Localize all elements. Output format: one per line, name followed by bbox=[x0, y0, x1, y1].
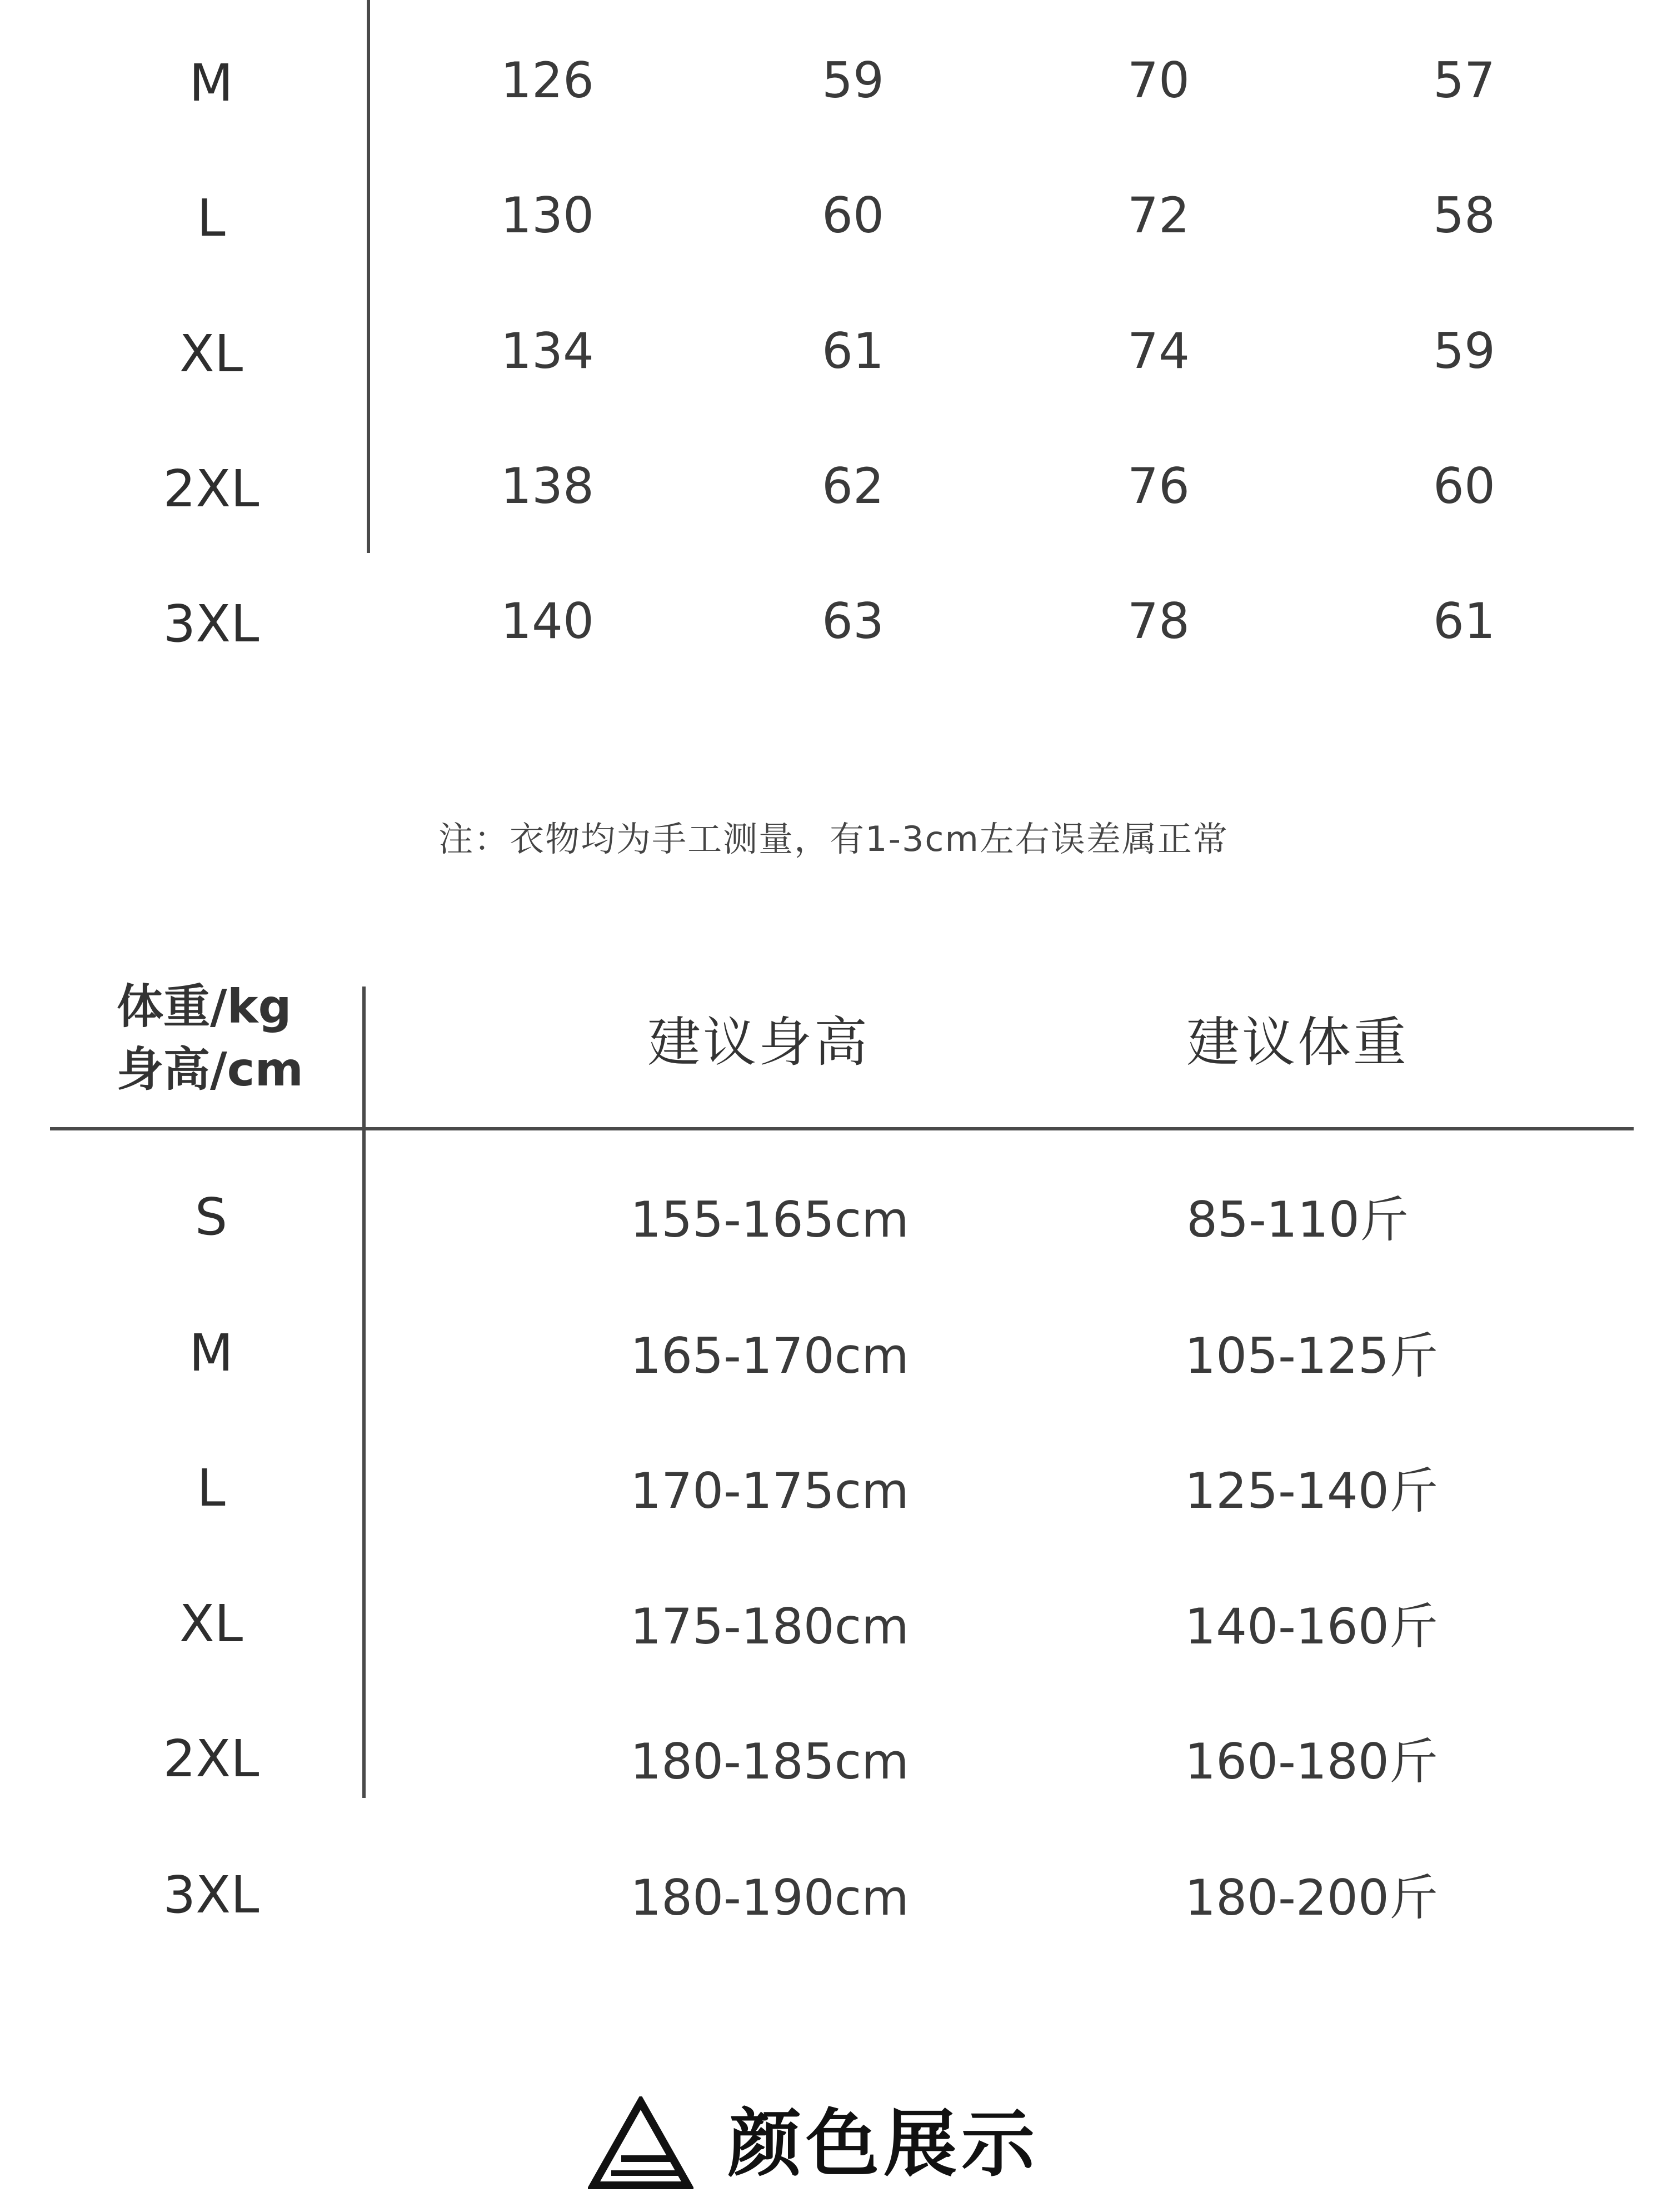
height-cell: 175-180cm bbox=[630, 1598, 909, 1655]
table-cell: 126 bbox=[501, 52, 594, 109]
size-label: XL bbox=[179, 324, 243, 383]
height-cell: 170-175cm bbox=[630, 1462, 909, 1519]
size-label: M bbox=[189, 1323, 233, 1383]
size-label: L bbox=[197, 188, 226, 248]
size-label: M bbox=[189, 53, 233, 113]
size-label: 2XL bbox=[163, 1729, 259, 1788]
table-cell: 72 bbox=[1127, 187, 1190, 244]
table-cell: 57 bbox=[1433, 52, 1495, 109]
corner-weight-label: 体重/kg bbox=[117, 979, 292, 1034]
size-label: XL bbox=[179, 1594, 243, 1653]
table-cell: 140 bbox=[501, 592, 594, 650]
corner-header bbox=[117, 975, 303, 1102]
measurement-table-divider bbox=[367, 0, 370, 553]
table-cell: 60 bbox=[1433, 457, 1495, 515]
size-label: 3XL bbox=[163, 594, 259, 654]
size-label: L bbox=[197, 1458, 226, 1518]
table-cell: 76 bbox=[1127, 457, 1190, 515]
table-cell: 62 bbox=[822, 457, 884, 515]
column-header-height: 建议身高 bbox=[647, 1011, 870, 1074]
table-cell: 63 bbox=[822, 592, 884, 650]
weight-cell: 125-140斤 bbox=[1185, 1462, 1438, 1519]
size-label: 3XL bbox=[163, 1865, 259, 1925]
table-cell: 130 bbox=[501, 187, 594, 244]
weight-cell: 180-200斤 bbox=[1185, 1869, 1438, 1926]
recommend-table-header-divider bbox=[50, 1127, 1634, 1130]
height-cell: 180-190cm bbox=[630, 1869, 909, 1926]
table-cell: 74 bbox=[1127, 322, 1190, 380]
recommend-table-vertical-divider bbox=[362, 987, 366, 1798]
table-cell: 78 bbox=[1127, 592, 1190, 650]
table-cell: 61 bbox=[1433, 592, 1495, 650]
table-cell: 58 bbox=[1433, 187, 1495, 244]
height-cell: 180-185cm bbox=[630, 1733, 909, 1790]
table-cell: 70 bbox=[1127, 52, 1190, 109]
weight-cell: 85-110斤 bbox=[1186, 1191, 1409, 1248]
table-cell: 138 bbox=[501, 457, 594, 515]
table-cell: 60 bbox=[822, 187, 884, 244]
size-label: S bbox=[194, 1187, 228, 1247]
section-title: 颜色展示 bbox=[728, 2101, 1039, 2187]
weight-cell: 140-160斤 bbox=[1185, 1598, 1438, 1655]
column-header-weight: 建议体重 bbox=[1186, 1011, 1409, 1074]
size-label: 2XL bbox=[163, 459, 259, 519]
table-cell: 59 bbox=[822, 52, 884, 109]
measurement-note: 注：衣物均为手工测量，有1-3cm左右误差属正常 bbox=[438, 819, 1229, 859]
triangle-logo-icon bbox=[588, 2096, 693, 2191]
height-cell: 165-170cm bbox=[630, 1327, 909, 1384]
table-cell: 134 bbox=[501, 322, 594, 380]
weight-cell: 105-125斤 bbox=[1185, 1327, 1438, 1384]
height-cell: 155-165cm bbox=[630, 1191, 909, 1248]
table-cell: 59 bbox=[1433, 322, 1495, 380]
corner-height-label: 身高/cm bbox=[117, 1042, 304, 1097]
table-cell: 61 bbox=[822, 322, 884, 380]
weight-cell: 160-180斤 bbox=[1185, 1733, 1438, 1790]
